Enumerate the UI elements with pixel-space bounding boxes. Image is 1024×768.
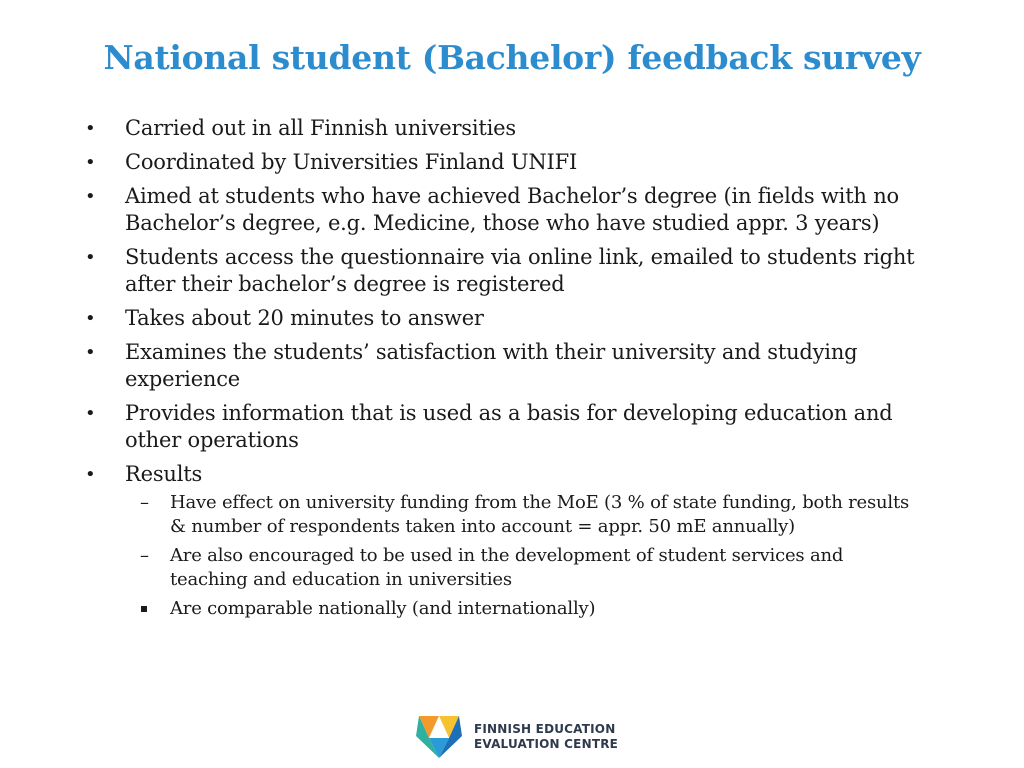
dash-marker: –	[140, 545, 149, 566]
square-bullet-icon	[141, 606, 147, 612]
logo-line-1: FINNISH EDUCATION	[474, 722, 616, 736]
sub-bullet-text: Have effect on university funding from the MoE (3 % of state funding, both results & number of respondents taken into account = appr. 50 mE annually)	[170, 492, 910, 537]
logo	[414, 712, 618, 762]
slide-title: National student (Bachelor) feedback survey	[103, 38, 921, 77]
bullet-item	[83, 244, 923, 298]
bullet-marker: •	[85, 342, 96, 363]
bullet-marker: •	[85, 152, 96, 173]
triangle-logo-icon	[414, 712, 464, 762]
bullet-list	[83, 115, 923, 628]
dash-marker: –	[140, 492, 149, 513]
bullet-marker: •	[85, 464, 96, 485]
sub-bullet-text: Are also encouraged to be used in the development of student services and teaching and education in universities	[170, 545, 844, 590]
logo-line-2: EVALUATION CENTRE	[474, 737, 619, 751]
bullet-item	[83, 183, 923, 237]
bullet-item-results	[83, 461, 923, 621]
sub-bullet-item	[125, 544, 923, 592]
bullet-text: Coordinated by Universities Finland UNIFI	[125, 150, 578, 174]
sub-bullet-list	[125, 491, 923, 621]
bullet-marker: •	[85, 247, 96, 268]
sub-bullet-item	[125, 597, 923, 621]
bullet-marker: •	[85, 308, 96, 329]
bullet-item	[83, 149, 923, 176]
bullet-text: Takes about 20 minutes to answer	[125, 306, 484, 330]
sub-bullet-text: Are comparable nationally (and internationally)	[170, 598, 596, 619]
bullet-item	[83, 339, 923, 393]
bullet-item	[83, 305, 923, 332]
bullet-marker: •	[85, 403, 96, 424]
sub-bullet-item	[125, 491, 923, 539]
bullet-text: Aimed at students who have achieved Bachelor’s degree (in fields with no Bachelor’s degree, e.g. Medicine, those who have studied appr. 3 years)	[125, 184, 900, 235]
bullet-text: Examines the students’ satisfaction with their university and studying experience	[125, 340, 858, 391]
logo-text	[474, 722, 618, 752]
bullet-text: Provides information that is used as a basis for developing education and other operations	[125, 401, 893, 452]
bullet-marker: •	[85, 118, 96, 139]
bullet-text: Students access the questionnaire via online link, emailed to students right after their bachelor’s degree is registered	[125, 245, 915, 296]
bullet-item	[83, 115, 923, 142]
bullet-marker: •	[85, 186, 96, 207]
bullet-text: Carried out in all Finnish universities	[125, 116, 516, 140]
bullet-text: Results	[125, 462, 203, 486]
bullet-item	[83, 400, 923, 454]
